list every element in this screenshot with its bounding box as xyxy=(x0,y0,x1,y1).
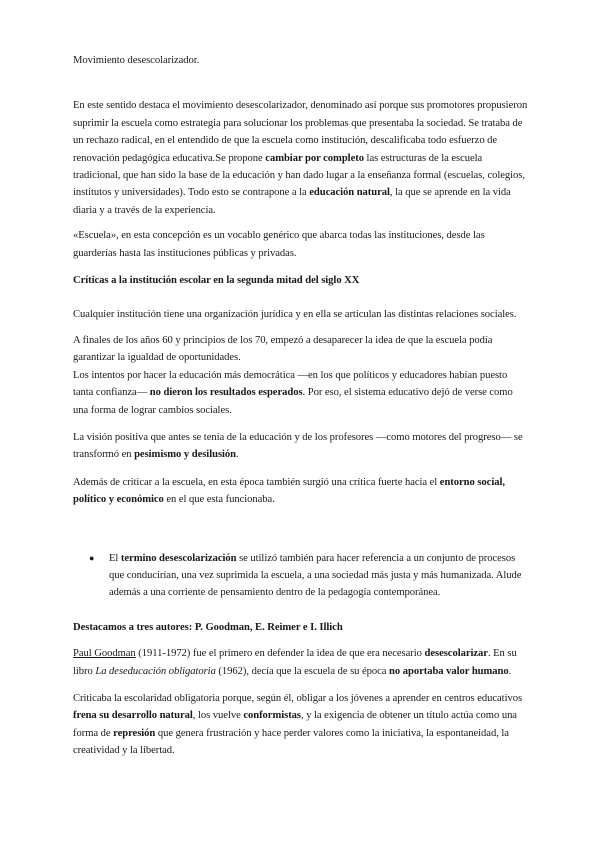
intentos-bold-1: no dieron los resultados esperados xyxy=(147,387,303,399)
intentos-text-2: . Por eso, el sistema educativo dejó de verse como una forma de lograr cambios sociales. xyxy=(73,387,513,416)
vision-paragraph xyxy=(73,429,528,464)
criticaba-text-4: que genera frustración y hace perder valores como la iniciativa, la espontaneidad, la creatividad y la libertad. xyxy=(73,727,509,757)
goodman-text-2: . En su libro xyxy=(73,648,517,677)
vision-text-2: . xyxy=(236,449,239,461)
intro-bold-1: cambiar por completo xyxy=(265,152,364,164)
intro-bold-2: educación natural xyxy=(309,187,390,199)
bullet-bold-1: termino desescolarización xyxy=(120,552,237,564)
ademas-text-1: Además de criticar a la escuela, en esta época también surgió una crítica fuerte hacia el xyxy=(73,476,440,488)
goodman-bold-1: desescolarizar xyxy=(424,648,488,660)
criticaba-paragraph xyxy=(73,690,528,760)
intentos-text-1: Los intentos por hacer la educación más democrática —en los que políticos y educadores habían puesto tanta confianza— xyxy=(73,369,508,399)
intro-text-1: En este sentido destaca el movimiento desescolarizador, denominado así porque sus promotores propusieron suprimir la escuela como estrategia para solucionar los problemas que presentaba la sociedad. Se trataba de un rechazo radical, en el entendido de que la escuela como institución, descalificaba todo esfuerzo de renovación pedagógica educativa.Se propone xyxy=(73,100,528,164)
goodman-text-3: (1962), decía que la escuela de su época xyxy=(215,665,390,677)
finales-paragraph: A finales de los años 60 y principios de los 70, empezó a desaparecer la idea de que la escuela podía garantizar la igualdad de oportunidades. xyxy=(73,334,493,364)
intentos-paragraph xyxy=(73,367,528,419)
intro-text-3: , la que se aprende en la vida diaria y a través de la experiencia. xyxy=(73,187,511,216)
goodman-text-4: . xyxy=(508,665,512,677)
ademas-bold-1: entorno social, político y económico xyxy=(73,476,505,506)
escuela-paragraph: «Escuela», en esta concepción es un vocablo genérico que abarca todas las instituciones, desde las guarderías hasta las instituciones públicas y privadas. xyxy=(73,230,485,259)
paul-goodman-link[interactable]: Paul Goodman xyxy=(73,648,136,660)
criticaba-bold-2: conformistas xyxy=(243,710,301,722)
criticaba-text-3: , y la exigencia de obtener un título actúa como una forma de xyxy=(73,710,517,739)
vision-bold-1: pesimismo y desilusión xyxy=(134,449,236,461)
document-page xyxy=(73,52,528,760)
criticaba-bold-3: represión xyxy=(113,727,156,739)
intro-text-2: las estructuras de la escuela tradicional, que han sido la base de la educación y han dado lugar a la enseñanza formal (escuelas, colegios, institutos y universidades). Todo esto se contrapone a la xyxy=(73,152,525,199)
book-title: La deseducación obligatoria xyxy=(95,665,216,677)
criticaba-text-1: Criticaba la escolaridad obligatoria porque, según él, obligar a los jóvenes a aprender en centros educativos xyxy=(73,692,523,704)
bullet-text-2: se utilizó también para hacer referencia a un conjunto de procesos que conducirían, una vez suprimida la escuela, a una sociedad más justa y más humanizada. Alude además a una corriente de pensamiento dentro de la pedagogía contemporánea. xyxy=(109,552,522,599)
goodman-bold-2: no aportaba valor humano xyxy=(389,665,509,677)
vision-text-1: La visión positiva que antes se tenía de la educación y de los profesores —como motores del progreso— se transformó en xyxy=(73,431,523,461)
section-heading-destacamos: Destacamos a tres autores: P. Goodman, E. Reimer e I. Illich xyxy=(73,621,343,633)
section-heading-criticas: Críticas a la institución escolar en la segunda mitad del siglo XX xyxy=(73,275,360,287)
goodman-paragraph xyxy=(73,645,528,680)
criticaba-text-2: , los vuelve xyxy=(192,710,244,722)
ademas-paragraph xyxy=(73,474,528,509)
ademas-text-2: en el que esta funcionaba. xyxy=(163,494,275,506)
goodman-text-1: (1911-1972) fue el primero en defender la idea de que era necesario xyxy=(135,648,425,660)
cualquier-paragraph: Cualquier institución tiene una organización jurídica y en ella se articulan las distintas relaciones sociales. xyxy=(73,309,517,321)
document-title: Movimiento desescolarizador. xyxy=(73,55,200,66)
intro-paragraph xyxy=(73,97,528,219)
criticaba-bold-1: frena su desarrollo natural xyxy=(73,710,193,722)
bullet-dot-icon: ● xyxy=(89,552,95,563)
bullet-text-1: El xyxy=(109,552,121,564)
bullet-item-desescolarizacion xyxy=(73,550,528,602)
